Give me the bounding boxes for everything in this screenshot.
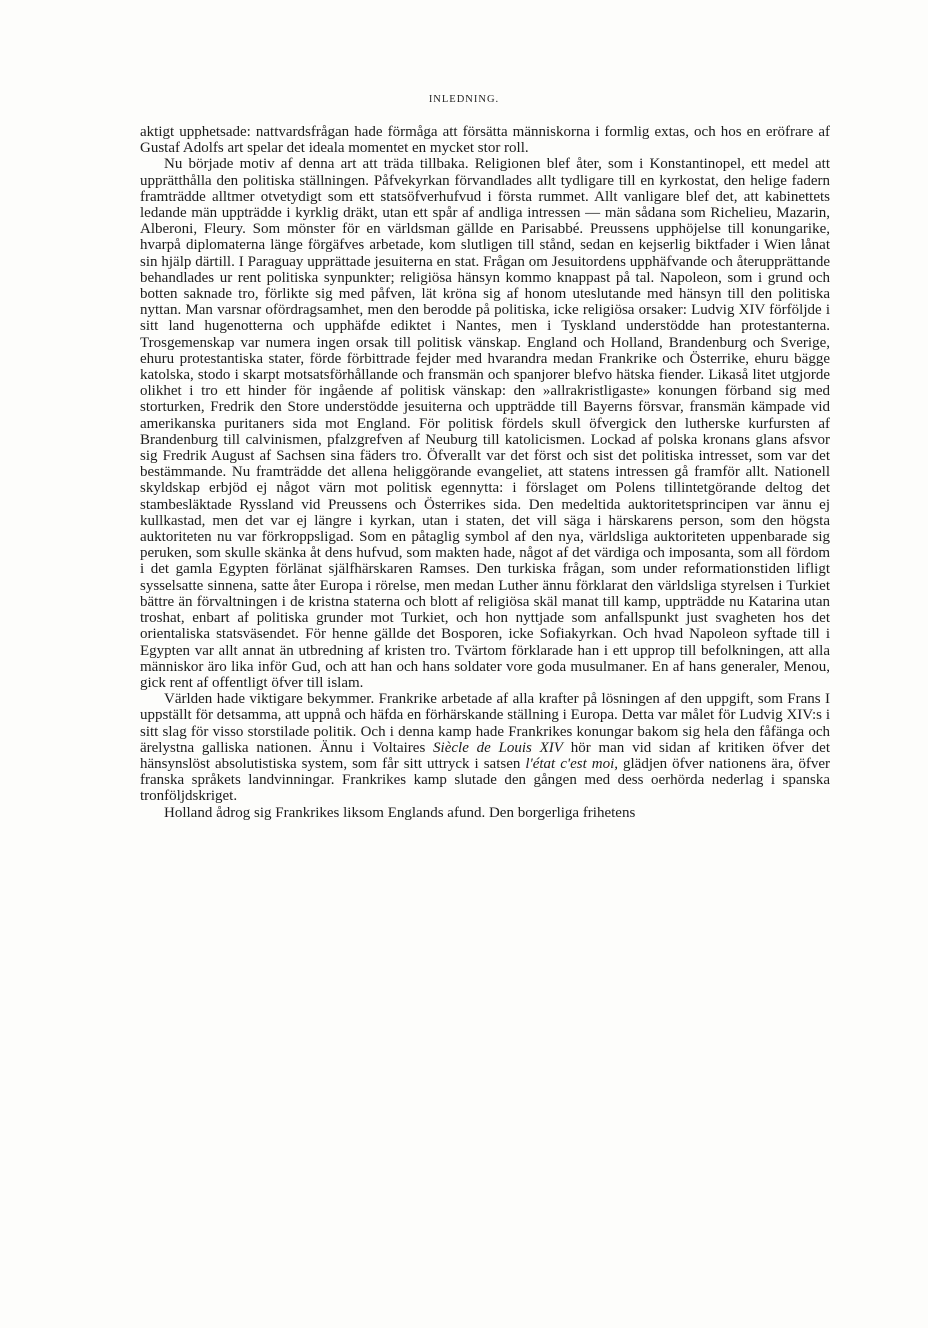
paragraph-3-text-before: Världen hade viktigare bekymmer. Frankrike arbetade af alla krafter på lösningen af den uppgift, som Frans I uppställt för detsamma, att uppnå och häfda en förhärskande ställning i Europa. Detta var målet för Ludvig XIV:s i sitt slag för visso storstilade politik. Och i denna kamp hade Frankrikes konungar bakom sig hela den fåfänga och ärelystna galliska nationen. Ännu i Voltaires — [140, 691, 830, 756]
paragraph-4: Holland ådrog sig Frankrikes liksom Englands afund. Den borgerliga frihetens — [164, 804, 636, 821]
paragraph-3-text-after: glädjen öfver nationens ära, öfver franska språkets landvinningar. Frankrikes kamp slutade den gången med dess oerhörda nederlag i spanska tronföljdskriget. — [140, 755, 830, 805]
body-text — [140, 124, 830, 821]
paragraph-3-italic-quote: l'état c'est moi, — [525, 755, 618, 772]
paragraph-2: Nu började motiv af denna art att träda tillbaka. Religionen blef åter, som i Konstantinopel, ett medel att upprätthålla den politiska ställningen. Påfvekyrkan förvandlades allt tydligare till en kyrkostat, den helige fadern framträdde alltmer otvetydigt som ett statsöfverhufvud i första rummet. Allt vanligare blef det, att kabinettets ledande män uppträdde i kyrklig dräkt, utan ett spår af andliga intressen — män sådana som Richelieu, Mazarin, Alberoni, Fleury. Som mönster för en världsman gällde en Parisabbé. Preussens upphöjelse till konungarike, hvarpå diplomaterna länge förgäfves arbetade, kom slutligen till stånd, sedan en kejserlig biktfader i Wien lånat sin hjälp därtill. I Paraguay upprättade jesuiterna en stat. Frågan om Jesuitordens upphäfvande och återupprättande behandlades ur rent politiska synpunkter; religiösa hänsyn kommo knappast på tal. Napoleon, som i grund och botten saknade tro, förlikte sig med påfven, lät kröna sig af honom uteslutande med hänsyn till den politiska nyttan. Man varsnar ofördragsamhet, men den berodde på politiska, icke religiösa orsaker: Ludvig XIV förföljde i sitt land hugenotterna och upphäfde ediktet i Nantes, men i Tyskland understödde han protestanterna. Trosgemenskap var numera ingen orsak till politisk vänskap. England och Holland, Brandenburg och Sverige, ehuru protestantiska stater, förde förbittrade fejder med hvarandra medan Frankrike och Österrike, ehuru bägge katolska, stodo i skarpt motsatsförhållande och fransmän och spanjorer blefvo hätska fiender. Likaså litet utgjorde olikhet i tro ett hinder för ingående af politisk vänskap: den »allrakristligaste» konungen förband sig med storturken, Fredrik den Store understödde jesuiterna och uppträdde till Bayerns försvar, fransmän kämpade vid amerikanska puritaners sida mot England. För politisk fördels skull öfvergick den lutherske kurfursten af Brandenburg till calvinismen, pfalzgrefven af Neuburg till katolicismen. Lockad af polska kronans glans afsvor sig Fredrik August af Sachsen sina fäders tro. Öfverallt var det först och sist det politiska intresset, som var det bestämmande. Nu framträdde det allena heliggörande evangeliet, att statens intressen gå framför allt. Nationell skyldskap erbjöd ej något värn mot politisk egennytta: i förslaget om Polens tillintetgörande deltog det stambesläktade Ryssland vid Preussens och Österrikes sida. Den medeltida auktoritetsprincipen var ännu ej kullkastad, men det var ej längre i kyrkan, utan i staten, det vill säga i härskarens person, som den högsta auktoriteten nu var förkroppsligad. Som en påtaglig symbol af den nya, världsliga auktoriteten uppenbarade sig peruken, som skulle skänka åt dens hufvud, som makten hade, något af det värdiga och imposanta, som all fördom i det gamla Egypten förlänat själfhärskaren Ramses. Den turkiska frågan, som under reformationstiden lifligt sysselsatte sinnena, satte åter Europa i rörelse, men medan Luther ännu förklarat den världsliga styrelsen i Turkiet bättre än förvaltningen i de kristna staterna och blott af religiösa skäl manat till kamp, uppträdde nu Katarina utan troshat, enbart af politiska grunder mot Turkiet, och hon nyttjade som anfallspunkt just svagheten hos det orientaliska statsväsendet. För henne gällde det Bosporen, icke Sofiakyrkan. Och hvad Napoleon syftade till i Egypten var allt annat än utbredning af kristen tro. Tvärtom förklarade han i ett upprop till befolkningen, att alla människor äro lika inför Gud, och att han och hans soldater vore goda musulmaner. En af hans generaler, Menou, gick rent af offentligt öfver till islam. — [140, 156, 830, 691]
running-header: INLEDNING. — [428, 94, 500, 105]
paragraph-3 — [140, 691, 830, 804]
paragraph-3-text-middle: hör man vid sidan af kritiken öfver det hänsynslöst absolutistiska system, som får sitt uttryck i satsen — [140, 739, 830, 772]
paragraph-3-italic-title: Siècle de Louis XIV — [433, 739, 563, 756]
paragraph-1: aktigt upphetsade: nattvardsfrågan hade förmåga att försätta människorna i formlig extas, och hos en eröfrare af Gustaf Adolfs art spelar det ideala momentet en mycket stor roll. — [140, 124, 830, 157]
